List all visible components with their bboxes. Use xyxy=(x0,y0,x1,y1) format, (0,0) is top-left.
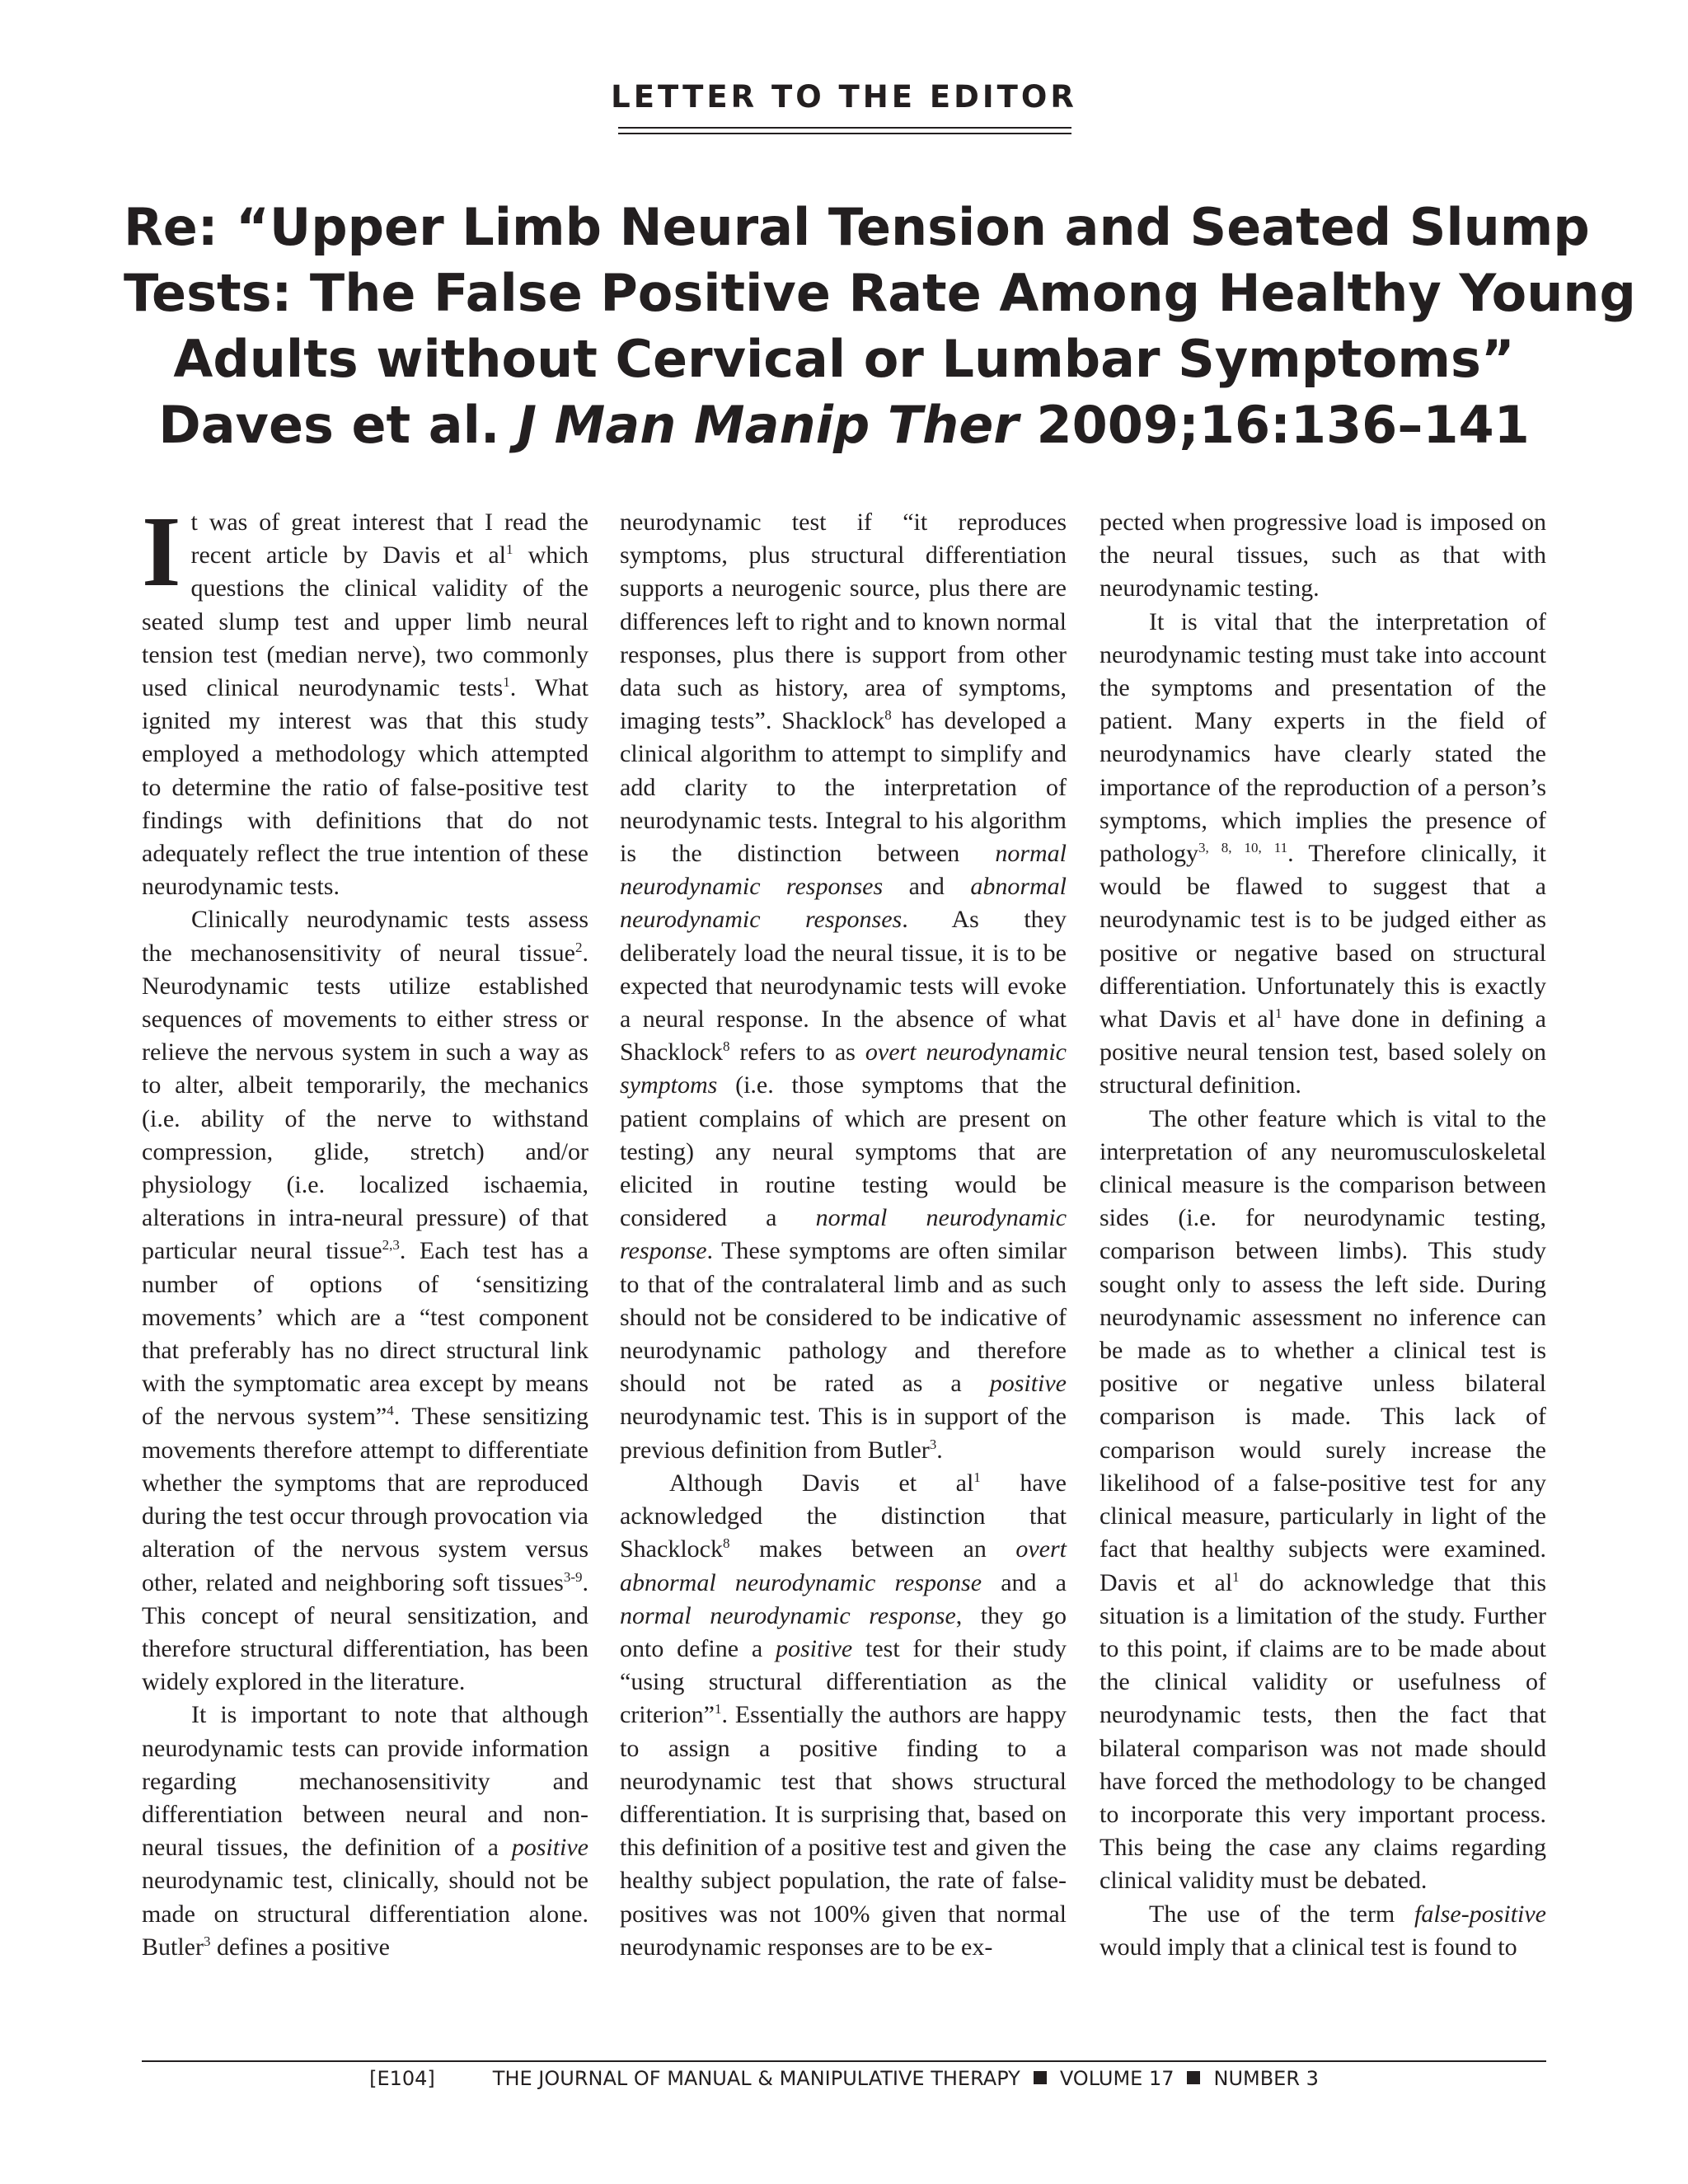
reference-3: 3 xyxy=(204,1933,211,1949)
reference-1: 1 xyxy=(1274,1005,1282,1022)
volume: VOLUME 17 xyxy=(1059,2067,1175,2090)
reference-3-8-10-11: 3, 8, 10, 11 xyxy=(1198,840,1288,856)
section-rule-top xyxy=(618,127,1071,129)
article-title xyxy=(124,194,1636,458)
footer-rule xyxy=(142,2060,1546,2062)
paragraph-3: It is important to note that although neurodynamic tests can provide information regarding mechanosensitivity and differentiation between neural and non-neural tissues, the definition of a positive neurodynamic test, clinically, should not be made on structural differentiation alone. Butler$^3$ defines a positive xyxy=(142,1701,588,1961)
paragraph-4: Although Davis et $al^1$ have acknowledged the distinction that Shacklock$^8$ makes between an overt abnormal neurodynamic response and a normal neurodynamic response, they go onto define a positive test for their study “using structural differentiation as the criterion”$^1$. Essentially the authors are happy to assign a positive finding to a neurodynamic test that shows structural differentiation. It is surprising that, based on this definition of a positive test and given the healthy subject population, the rate of false-positives was not 100% given that normal neurodynamic responses are to be ex- xyxy=(620,1469,1067,1961)
paragraph-3-continued: neurodynamic test if “it reproduces symptoms, plus structural differentiation supports a neurogenic source, plus there are differences left to right and to known normal responses, plus there is support from other data such as history, area of symptoms, imaging tests”. Shacklock$^8$ has developed a clinical algorithm to attempt to simplify and add clarity to the interpretation of neurodynamic tests. Integral to his algorithm is the distinction between normal neurodynamic responses and abnormal neurodynamic responses. As they deliberately load the neural tissue, it is to be expected that neurodynamic tests will evoke a neural response. In the absence of what Shacklock$^8$ refers to as overt neurodynamic symptoms (i.e. those symptoms that the patient complains of which are present on testing) any neural symptoms that are elicited in routine testing would be considered a normal neurodynamic response. These symptoms are often similar to that of the contralateral limb and as such should not be considered to be indicative of neurodynamic pathology and therefore should not be rated as a positive neurodynamic test. This is in support of the previous definition from Butler$^3$. xyxy=(620,509,1067,1464)
reference-8: 8 xyxy=(884,707,892,724)
paragraph-6: The other feature which is vital to the interpretation of any neuromusculoskeletal clinical measure is the comparison between sides (i.e. for neurodynamic testing, comparison between limbs). This study sought only to assess the left side. During neurodynamic assessment no inference can be made as to whether a clinical test is positive or negative unless bilateral comparison is made. This lack of comparison would surely increase the likelihood of a false-positive test for any clinical measure, particularly in light of the fact that healthy subjects were examined. Davis et $al^1$ do acknowledge that this situation is a limitation of the study. Further to this point, if claims are to be made about the clinical validity or usefulness of neurodynamic tests, then the fact that bilateral comparison was not made should have forced the methodology to be changed to incorporate this very important process. This being the case any claims regarding clinical validity must be debated. xyxy=(1100,1104,1547,1895)
reference-1: 1 xyxy=(973,1469,981,1485)
journal-name: THE JOURNAL OF MANUAL & MANIPULATIVE THERAPY xyxy=(492,2067,1020,2090)
reference-3: 3 xyxy=(929,1436,937,1452)
text-column-3 xyxy=(1100,506,1546,1964)
title-line-3: Adults without Cervical or Lumbar Symptoms” xyxy=(173,329,1515,389)
section-label: LETTER TO THE EDITOR xyxy=(611,79,1077,115)
reference-1: 1 xyxy=(1232,1568,1240,1585)
page-number: [E104] xyxy=(369,2067,435,2090)
title-line-4 xyxy=(124,392,1564,458)
paragraph-5: It is vital that the interpretation of neurodynamic testing must take into account the symptoms and presentation of the patient. Many experts in the field of neurodynamics have clearly stated the importance of the reproduction of a person’s symptoms, which implies the presence of pathology$^{3, 8, 10, 11}$. Therefore clinically, it would be flawed to suggest that a neurodynamic test is to be judged either as positive or negative based on structural differentiation. Unfortunately this is exactly what Davis et $al^1$ have done in defining a positive neural tension test, based solely on structural definition. xyxy=(1100,607,1547,1099)
paragraph-4-continued: pected when progressive load is imposed on the neural tissues, such as that with neurodynamic testing. xyxy=(1100,509,1546,602)
reference-2-3: 2,3 xyxy=(382,1237,400,1254)
separator-square-icon xyxy=(1034,2071,1047,2084)
drop-cap: I xyxy=(142,496,181,607)
text-column-2 xyxy=(620,506,1067,1964)
page-footer xyxy=(0,2067,1688,2090)
reference-1: 1 xyxy=(714,1701,722,1718)
reference-1: 1 xyxy=(505,541,513,558)
text-column-1 xyxy=(142,496,588,1964)
reference-1: 1 xyxy=(503,674,510,691)
title-authors: Daves et al. xyxy=(158,395,518,455)
title-citation: 2009;16:136–141 xyxy=(1018,395,1530,455)
reference-3-9: 3-9 xyxy=(563,1568,583,1585)
reference-8: 8 xyxy=(722,1535,730,1552)
reference-4: 4 xyxy=(387,1403,394,1419)
paragraph-1: It was of great interest that I read the recent article by Davis et $al^1$ which questions the clinical validity of the seated slump test and upper limb neural tension test (median nerve), two commonly used clinical neurodynamic tests$^1$. What ignited my interest was that this study employed a methodology which attempted to determine the ratio of false-positive test findings with definitions that do not adequately reflect the true intention of these neurodynamic tests. xyxy=(142,496,588,901)
reference-2: 2 xyxy=(575,939,583,955)
paragraph-2: Clinically neurodynamic tests assess the mechanosensitivity of neural tissue$^2$. Neurodynamic tests utilize established sequences of movements to either stress or relieve the nervous system in such a way as to alter, albeit temporarily, the mechanics (i.e. ability of the nerve to withstand compression, glide, stretch) and/or physiology (i.e. localized ischaemia, alterations in intra-neural pressure) of that particular neural tissue$^{2,3}$. Each test has a number of options of ‘sensitizing movements’ which are a “test component that preferably has no direct structural link with the symptomatic area except by means of the nervous system”$^4$. These sensitizing movements therefore attempt to differentiate whether the symptoms that are reproduced during the test occur through provocation via alteration of the nervous system versus other, related and neighboring soft tissues$^{3-9}$. This concept of neural sensitization, and therefore structural differentiation, has been widely explored in the literature. xyxy=(142,906,588,1696)
paragraph-7: The use of the term false-positive would imply that a clinical test is found to xyxy=(1100,1900,1546,1961)
title-line-1: Re: “Upper Limb Neural Tension and Seated Slump xyxy=(124,197,1590,257)
title-line-2: Tests: The False Positive Rate Among Healthy Young xyxy=(124,263,1636,323)
reference-8: 8 xyxy=(722,1038,730,1055)
issue-number: NUMBER 3 xyxy=(1213,2067,1319,2090)
title-journal: J Man Manip Ther xyxy=(518,395,1019,455)
separator-square-icon xyxy=(1187,2071,1200,2084)
section-rule-bottom xyxy=(618,133,1071,134)
